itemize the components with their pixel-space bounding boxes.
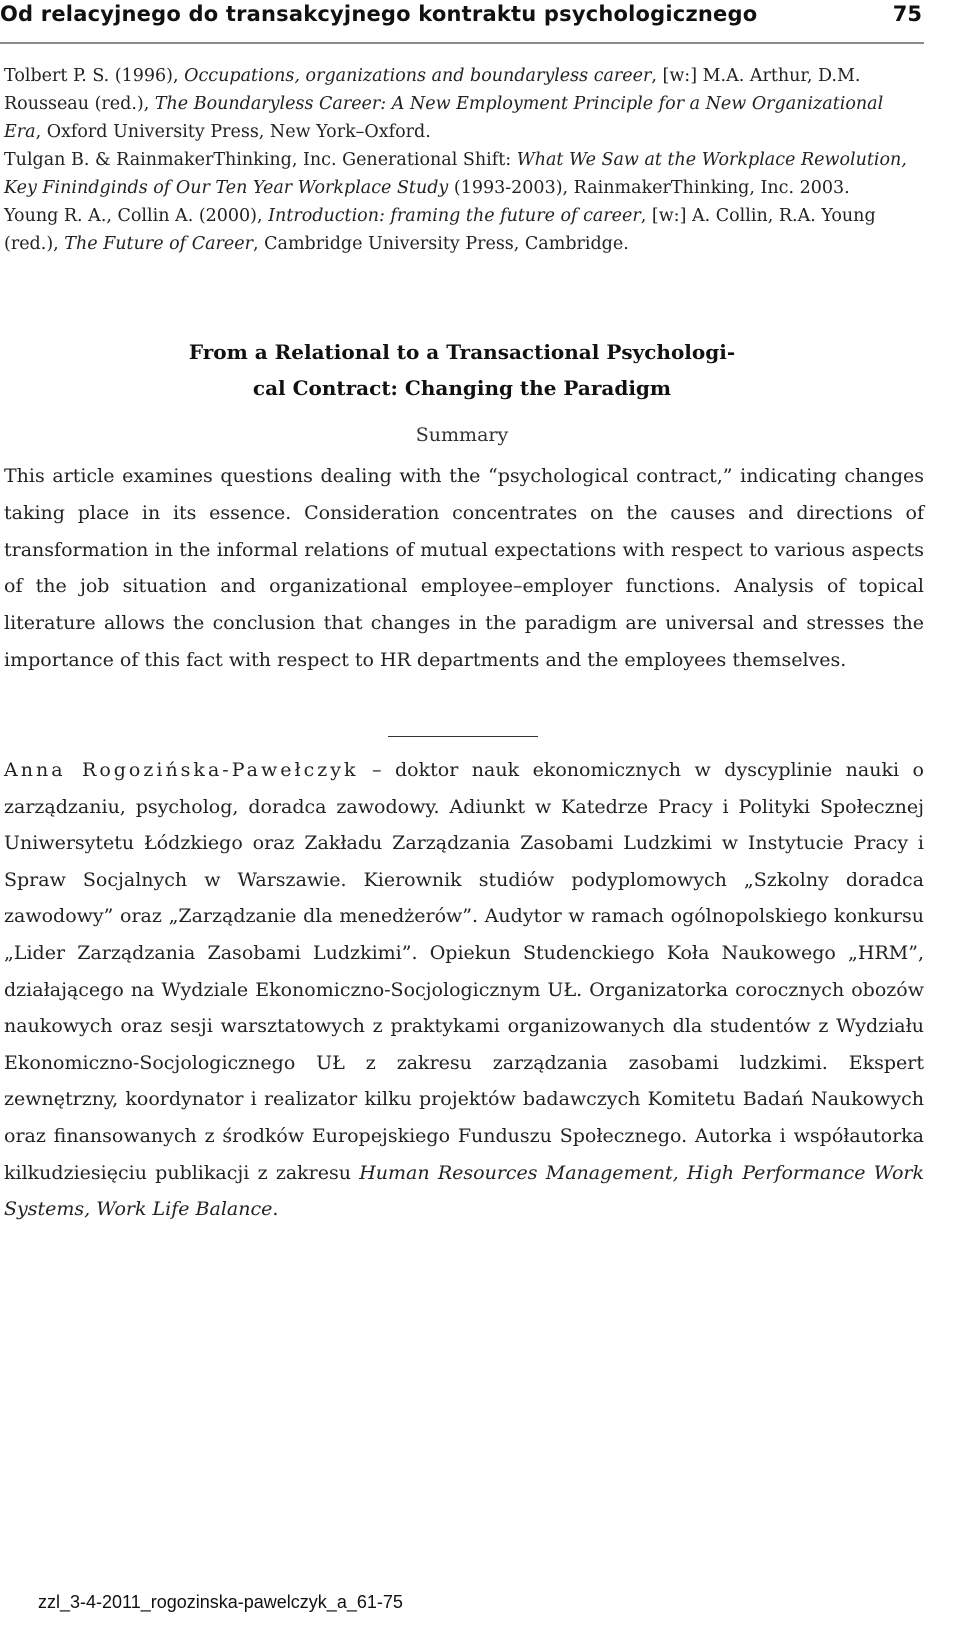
author-bio-text: – doktor nauk ekonomicznych w dyscyplinie nauki o zarządzaniu, psycholog, doradca zawodowy. Adiunkt w Katedrze Pracy i Polityki Społecznej Uniwersytetu Łódzkiego oraz Zakładu Zarządzania Zasobami Ludzkimi w Instytucie Pracy i Spraw Socjalnych w Warszawie. Kierownik studiów podyplomowych „Szkolny doradca zawodowy” oraz „Zarządzanie dla menedżerów”. Audytor w ramach ogólnopolskiego konkursu „Lider Zarządzania Zasobami Ludzkimi”. Opiekun Studenckiego Koła Naukowego „HRM”, działającego na Wydziale Ekonomiczno-Socjologicznym UŁ. Organizatorka corocznych obozów naukowych oraz sesji warsztatowych z praktykami organizowanych dla studentów z Wydziału Ekonomiczno-Socjologicznego UŁ z zakresu zarządzania zasobami ludzkimi. Ekspert zewnętrzny, koordynator i realizator kilku projektów badawczych Komitetu Badań Naukowych oraz finansowanych z środków Europejskiego Funduszu Społecznego. Autorka i współautorka kilkudziesięciu publikacji z zakresu [4,759,924,1184]
summary-label: Summary [415,424,509,446]
summary-heading-line-1: From a Relational to a Transactional Psychologi- [188,340,736,364]
reference-item: Tulgan B. & RainmakerThinking, Inc. Generational Shift: What We Saw at the Workplace Rewolution, Key Finindginds of Our Ten Year Workplace Study (1993-2003), RainmakerThinking, Inc. 2003. [4,150,907,198]
running-head [0,0,924,44]
references-list [4,62,924,258]
section-divider [388,736,538,737]
reference-item: Tolbert P. S. (1996), Occupations, organizations and boundaryless career, [w:] M.A. Arthur, D.M. Rousseau (red.), The Boundaryless Career: A New Employment Principle for a New Organizational Era, Oxford University Press, New York–Oxford. [4,66,884,142]
author-bio-topics: Human Resources Management, High Performance Work Systems, Work Life Balance [4,1161,924,1221]
reference-item: Young R. A., Collin A. (2000), Introduction: framing the future of career, [w:] A. Collin, R.A. Young (red.), The Future of Career, Cambridge University Press, Cambridge. [4,206,876,254]
author-name: Anna Rogozińska-Pawełczyk [4,759,359,781]
file-footer: zzl_3-4-2011_rogozinska-pawelczyk_a_61-75 [38,1592,403,1612]
running-head-title: Od relacyjnego do transakcyjnego kontraktu psychologicznego [0,2,758,26]
summary-heading-line-2: cal Contract: Changing the Paradigm [252,376,672,400]
summary-heading [0,334,924,406]
author-bio: Anna Rogozińska-Pawełczyk – doktor nauk ekonomicznych w dyscyplinie nauki o zarządzaniu, psycholog, doradca zawodowy. Adiunkt w Katedrze Pracy i Polityki Społecznej Uniwersytetu Łódzkiego oraz Zakładu Zarządzania Zasobami Ludzkimi w Instytucie Pracy i Spraw Socjalnych w Warszawie. Kierownik studiów podyplomowych „Szkolny doradca zawodowy” oraz „Zarządzanie dla menedżerów”. Audytor w ramach ogólnopolskiego konkursu „Lider Zarządzania Zasobami Ludzkimi”. Opiekun Studenckiego Koła Naukowego „HRM”, działającego na Wydziale Ekonomiczno-Socjologicznym UŁ. Organizatorka corocznych obozów naukowych oraz sesji warsztatowych z praktykami organizowanych dla studentów z Wydziału Ekonomiczno-Socjologicznego UŁ z zakresu zarządzania zasobami ludzkimi. Ekspert zewnętrzny, koordynator i realizator kilku projektów badawczych Komitetu Badań Naukowych oraz finansowanych z środków Europejskiego Funduszu Społecznego. Autorka i współautorka kilkudziesięciu publikacji z zakresu Human Resources Management, High Performance Work Systems, Work Life Balance. [4,759,924,1221]
summary-text: This article examines questions dealing with the “psychological contract,” indicating changes taking place in its essence. Consideration concentrates on the causes and directions of transformation in the informal relations of mutual expectations with respect to various aspects of the job situation and organizational employee–employer functions. Analysis of topical literature allows the conclusion that changes in the paradigm are universal and stresses the importance of this fact with respect to HR departments and the employees themselves. [4,465,924,671]
page-number: 75 [892,2,922,26]
